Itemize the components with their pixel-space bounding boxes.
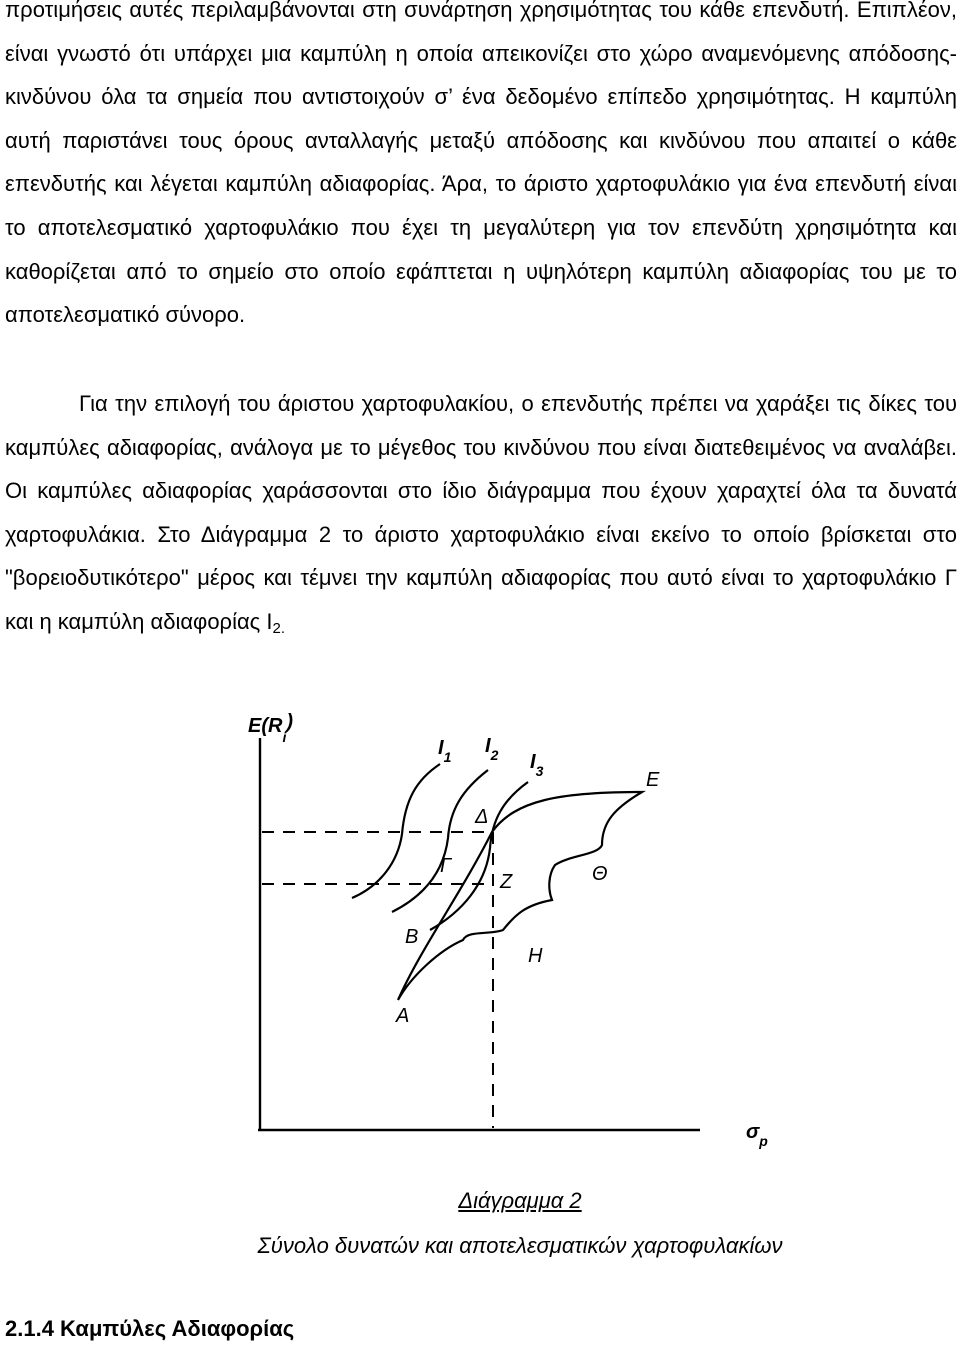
point-label-h: H [528,945,543,967]
y-axis-label: $E(R_i)$ [248,711,294,745]
point-label-e: E [646,769,660,791]
x-axis-label: $\sigma_p$ [746,1121,768,1149]
point-label-theta: Θ [592,863,608,885]
curve-label-i1: $I_1$ [438,737,452,765]
point-label-a: A [396,1005,410,1027]
section-heading: 2.1.4 Καμπύλες Αδιαφορίας [5,1316,295,1341]
paragraph-2-text: Για την επιλογή του άριστου χαρτοφυλακίου, ο επενδυτής πρέπει να χαράξει τις δίκες του καμπύλες αδιαφορίας, ανάλογα με το μέγεθος του κινδύνου που είναι διατεθειμένος να αναλάβει. Οι καμπύλες αδιαφορίας χαράσσονται στο ίδιο διάγραμμα που έχουν χαραχτεί όλα τα δυνατά χαρτοφυλάκια. Στο Διάγραμμα 2 το άριστο χαρτοφυλάκιο είναι εκείνο το οποίο βρίσκεται στο "βορειοδυτικότερο" μέρος και τέμνει την καμπύλη αδιαφορίας που αυτό είναι το χαρτοφυλάκιο Γ και η καμπύλη αδιαφορίας I [5,391,957,634]
point-label-z: Z [500,871,513,893]
point-label-b: B [405,926,419,948]
point-label-delta: Δ [475,806,489,828]
curve-label-i2: $I_2$ [485,735,499,763]
paragraph-1: προτιμήσεις αυτές περιλαμβάνονται στη συνάρτηση χρησιμότητας του κάθε επενδυτή. Επιπλέον, είναι γνωστό ότι υπάρχει μια καμπύλη η οποία απεικονίζει στο χώρο αναμενόμενης απόδοσης-κινδύνου όλα τα σημεία που αντιστοιχούν σ’ ένα δεδομένο επίπεδο χρησιμότητας. Η καμπύλη αυτή παριστάνει τους όρους ανταλλαγής μεταξύ απόδοσης και κινδύνου που απαιτεί ο κάθε επενδυτής και λέγεται καμπύλη αδιαφορίας. Άρα, το άριστο χαρτοφυλάκιο για ένα επενδυτή είναι το αποτελεσματικό χαρτοφυλάκιο που έχει τη μεγαλύτερη για τον επενδύτη χρησιμότητα και καθορίζεται από το σημείο στο οποίο εφάπτεται η υψηλότερη καμπύλη αδιαφορίας του με το αποτελεσματικό σύνορο. [5,0,957,328]
curve-label-i3: $I_3$ [530,751,544,779]
point-label-gamma: Γ [440,855,452,877]
feasible-set-boundary [398,792,642,1000]
paragraph-2-subscript: 2. [272,619,286,637]
paragraph-2 [5,382,957,651]
figure-caption-subtitle: Σύνολο δυνατών και αποτελεσματικών χαρτοφυλακίων [257,1233,783,1258]
figure-caption-title: Διάγραμμα 2 [458,1188,582,1213]
diagram-2 [0,690,960,1170]
